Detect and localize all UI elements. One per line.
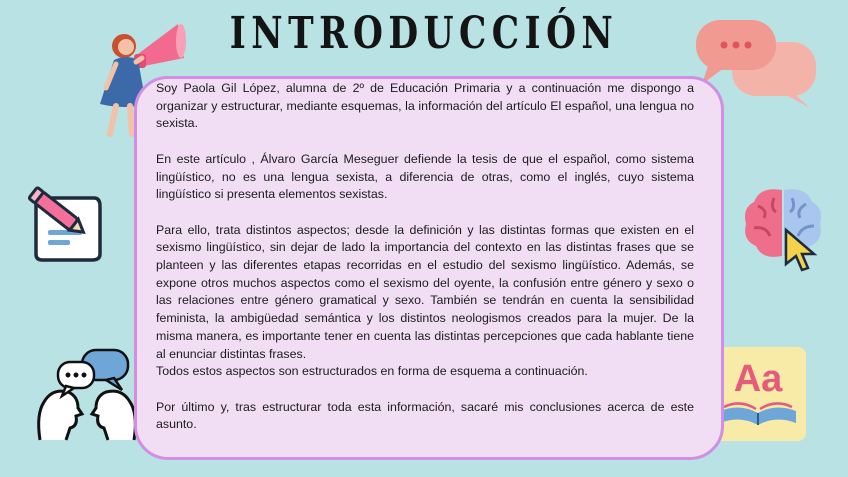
intro-text [156, 80, 694, 434]
page-title: INTRODUCCIÓN [229, 8, 619, 59]
dictionary-icon [710, 347, 806, 441]
brain-cursor-icon [740, 182, 826, 272]
paragraph-scheme: Todos estos aspectos son estructurados en forma de esquema a continuación. [156, 364, 588, 379]
dictionary-letters: Aa [733, 358, 783, 400]
paragraph-thesis: En este artículo , Álvaro García Meseguer defiende la tesis de que el español, como sistema lingüístico, no es una lengua sexista, a diferencia de otras, como el inglés, cuyo sistema lingüístico si presenta elementos sexistas. [156, 151, 694, 202]
pencil-paper-icon [22, 184, 106, 266]
paragraph-intro: Soy Paola Gil López, alumna de 2º de Educación Primaria y a continuación me dispongo a organizar y estructurar, mediante esquemas, la información del artículo El español, una lengua no sexista. [156, 81, 694, 131]
paragraph-aspects: Para ello, trata distintos aspectos; desde la definición y las distintas formas que existen en el sexismo lingüístico, sin dejar de lado la importancia del contexto en las distintas frases que se planteen y las diferentes etapas recorridas en el estudio del sexismo lingüístico. Además, se expone otros muchos aspectos como el sexismo del oyente, la confusión entre género y sexo o las relaciones entre género gramatical y sexo. También se tendrán en cuenta la sensibilidad feminista, la ambigüedad semántica y los distintos neologismos creados para la mujer. De la misma manera, es importante tener en cuenta las distintas percepciones que cada hablante tiene al enunciar distintas frases. [156, 222, 694, 361]
people-talking-icon [32, 348, 142, 444]
paragraph-conclusion: Por último y, tras estructurar toda esta información, sacaré mis conclusiones acerca de este asunto. [156, 399, 694, 432]
